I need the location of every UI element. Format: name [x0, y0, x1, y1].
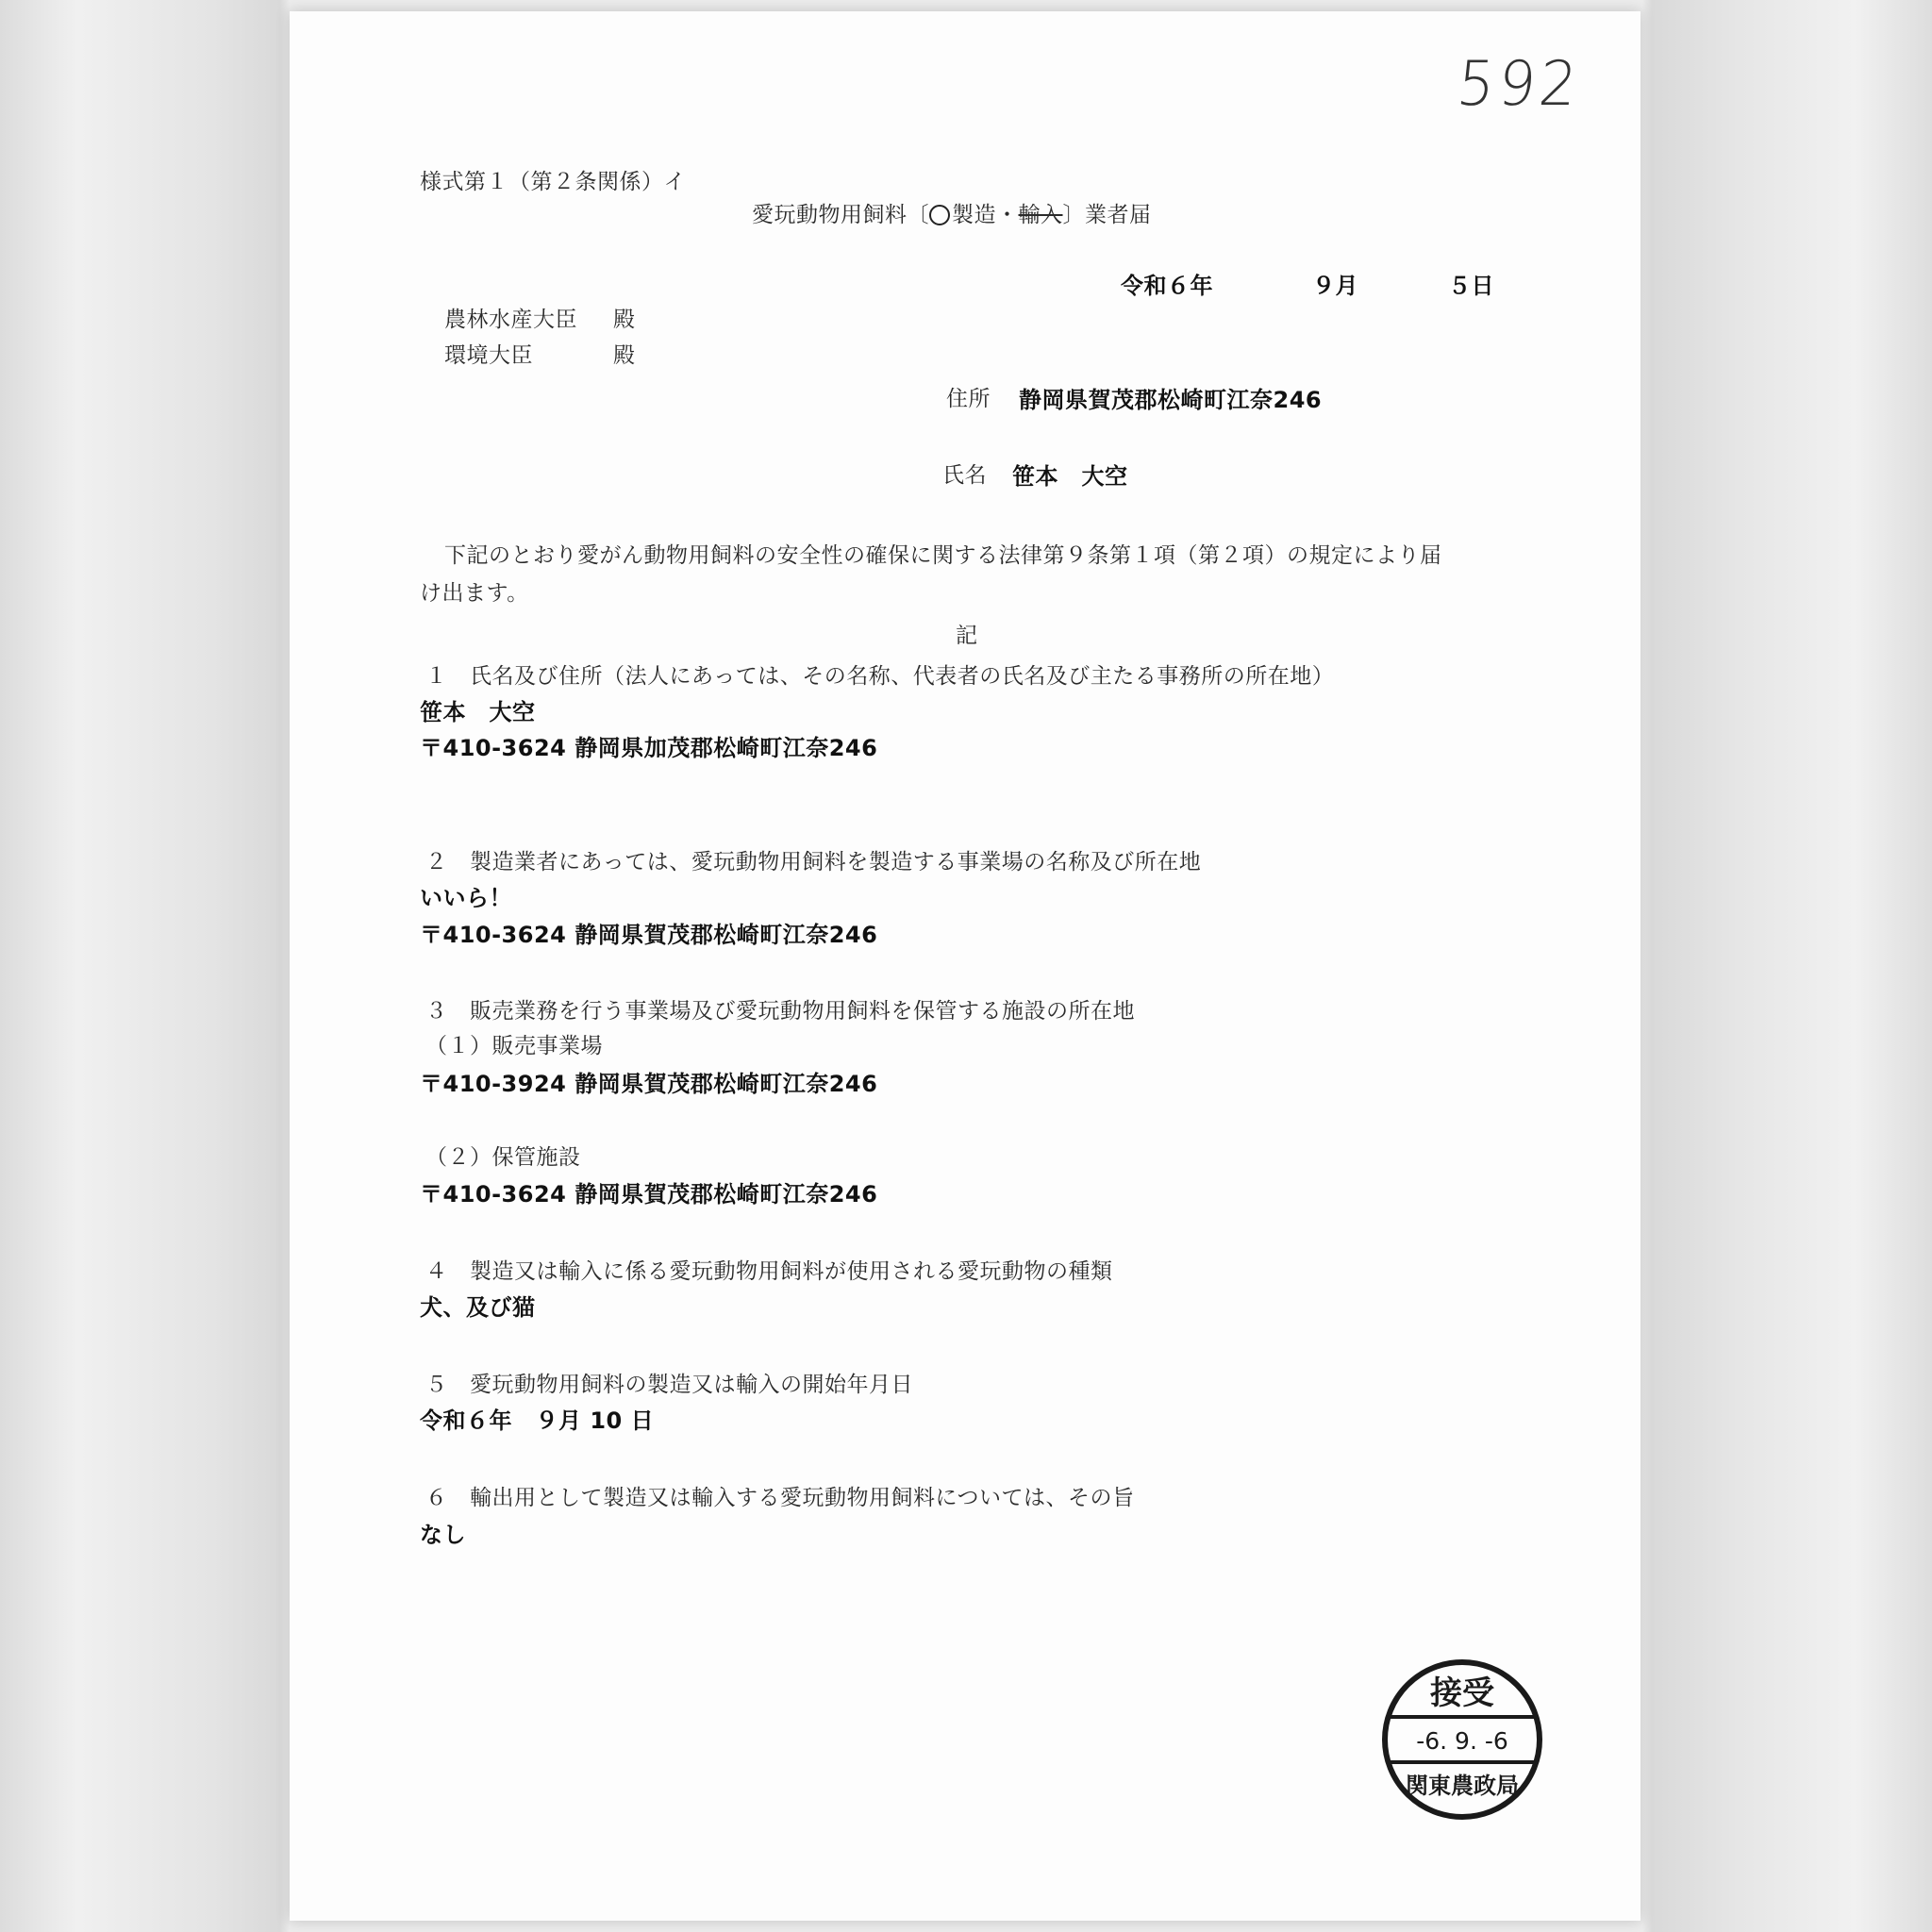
section-2-name: いいら！	[420, 885, 512, 911]
section-3-heading: ３ 販売業務を行う事業場及び愛玩動物用飼料を保管する施設の所在地	[425, 999, 1135, 1024]
section-1-name: 笹本 大空	[420, 699, 536, 725]
stamp-top-text: 接受	[1430, 1674, 1494, 1712]
addressee-2-honorific: 殿	[613, 343, 636, 368]
addressee-1-name: 農林水産大臣	[444, 308, 577, 332]
name-label: 氏名	[942, 463, 987, 488]
title-pre: 愛玩動物用飼料〔	[752, 203, 929, 227]
section-4-heading: ４ 製造又は輸入に係る愛玩動物用飼料が使用される愛玩動物の種類	[425, 1259, 1113, 1284]
address-label: 住所	[946, 387, 991, 411]
section-2-heading: ２ 製造業者にあっては、愛玩動物用飼料を製造する事業場の名称及び所在地	[425, 850, 1202, 874]
section-3-sub1-address: 〒410-3924 静岡県賀茂郡松崎町江奈246	[420, 1071, 878, 1097]
title-manufacture: 製造	[952, 203, 996, 227]
title-separator: ・	[996, 203, 1019, 227]
circle-selection-icon	[929, 205, 950, 225]
document-title	[752, 197, 1152, 228]
stamp-bottom-text: 関東農政局	[1406, 1773, 1519, 1799]
receipt-stamp	[1379, 1657, 1545, 1823]
section-6-value: なし	[420, 1522, 466, 1548]
section-1-heading: １ 氏名及び住所（法人にあっては、その名称、代表者の氏名及び主たる事務所の所在地）	[425, 664, 1335, 689]
form-reference: 様式第１（第２条関係）イ	[420, 170, 686, 194]
applicant-address: 静岡県賀茂郡松崎町江奈246	[1019, 387, 1323, 413]
document-page	[290, 11, 1641, 1921]
section-2-address: 〒410-3624 静岡県賀茂郡松崎町江奈246	[420, 922, 878, 948]
ki-heading: 記	[956, 624, 978, 648]
intro-line-2: け出ます。	[420, 581, 529, 606]
section-3-sub2-label: （２）保管施設	[425, 1145, 581, 1170]
section-5-heading: ５ 愛玩動物用飼料の製造又は輸入の開始年月日	[425, 1373, 913, 1397]
intro-line-1: 下記のとおり愛がん動物用飼料の安全性の確保に関する法律第９条第１項（第２項）の規定により届	[444, 543, 1442, 568]
stamp-date-text: -6. 9. -6	[1416, 1727, 1508, 1755]
date-day: ５日	[1448, 273, 1494, 299]
date-era: 令和６年	[1121, 273, 1213, 299]
title-import-struck: 輸入	[1018, 203, 1063, 227]
section-3-sub1-label: （１）販売事業場	[425, 1034, 603, 1058]
title-post: 〕業者届	[1062, 203, 1152, 227]
addressee-1-honorific: 殿	[613, 308, 636, 332]
handwritten-page-number: 592	[1453, 47, 1585, 120]
section-1-address: 〒410-3624 静岡県加茂郡松崎町江奈246	[420, 735, 878, 761]
section-5-value: 令和６年 ９月 10 日	[420, 1407, 655, 1434]
section-6-heading: ６ 輸出用として製造又は輸入する愛玩動物用飼料については、その旨	[425, 1486, 1135, 1510]
applicant-name: 笹本 大空	[1012, 463, 1128, 490]
section-3-sub2-address: 〒410-3624 静岡県賀茂郡松崎町江奈246	[420, 1181, 878, 1208]
date-month: ９月	[1312, 273, 1358, 299]
addressee-2-name: 環境大臣	[444, 343, 533, 368]
section-4-value: 犬、及び猫	[420, 1294, 536, 1321]
